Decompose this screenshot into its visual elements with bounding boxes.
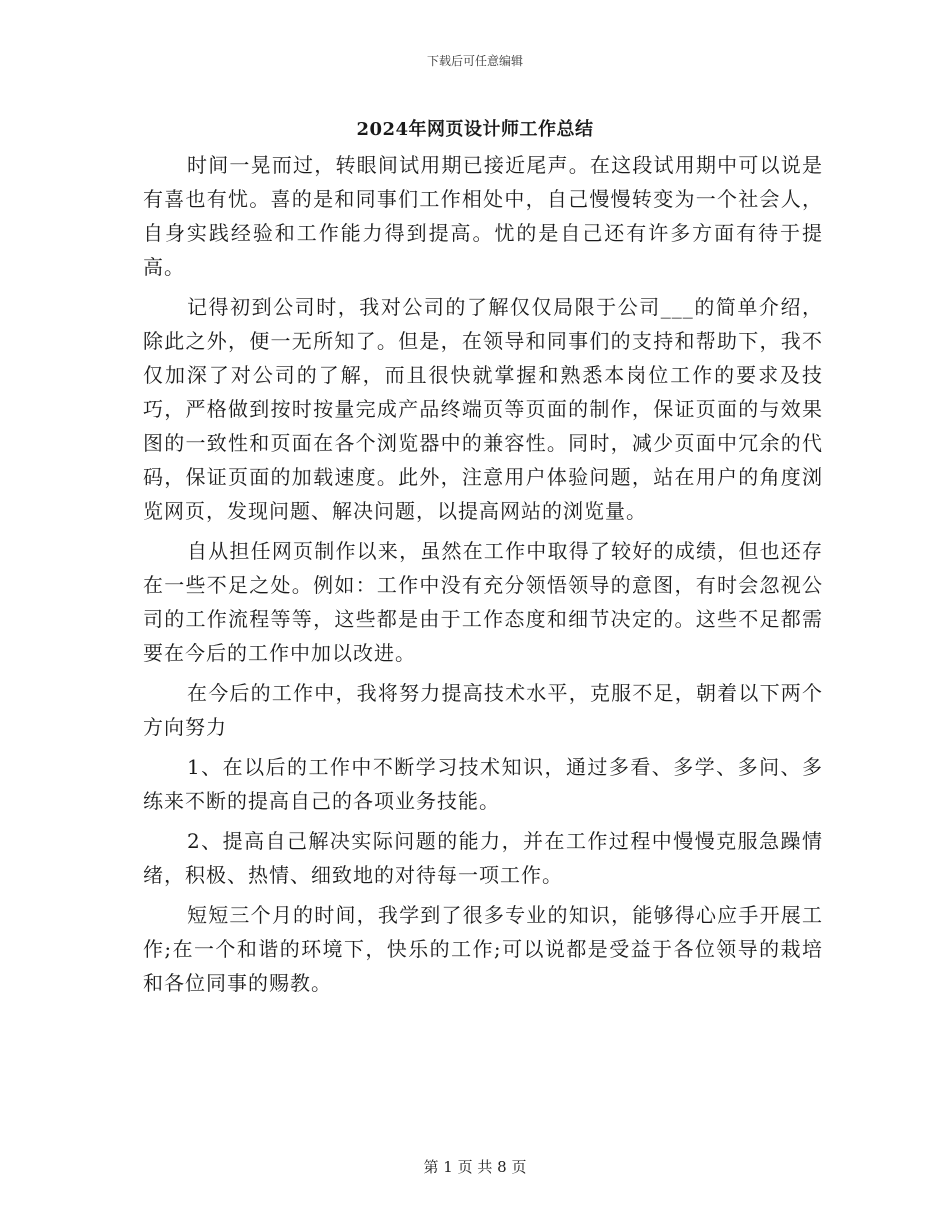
page-number-footer: 第 1 页 共 8 页 <box>423 1158 527 1176</box>
document-title: 2024年网页设计师工作总结 <box>356 119 594 140</box>
paragraph: 短短三个月的时间，我学到了很多专业的知识，能够得心应手开展工作;在一个和谐的环境下，快乐的工作;可以说都是受益于各位领导的栽培和各位同事的赐教。 <box>143 903 823 995</box>
paragraph: 记得初到公司时，我对公司的了解仅仅局限于公司___的简单介绍，除此之外，便一无所知了。但是，在领导和同事们的支持和帮助下，我不仅加深了对公司的了解，而且很快就掌握和熟悉本岗位工作的要求及技巧，严格做到按时按量完成产品终端页等页面的制作，保证页面的与效果图的一致性和页面在各个浏览器中的兼容性。同时，减少页面中冗余的代码，保证页面的加载速度。此外，注意用户体验问题，站在用户的角度浏览网页，发现问题、解决问题，以提高网站的浏览量。 <box>143 295 823 523</box>
document-body <box>143 148 823 1006</box>
paragraph: 自从担任网页制作以来，虽然在工作中取得了较好的成绩，但也还存在一些不足之处。例如：工作中没有充分领悟领导的意图，有时会忽视公司的工作流程等等，这些都是由于工作态度和细节决定的。这些不足都需要在今后的工作中加以改进。 <box>143 539 823 665</box>
paragraph: 时间一晃而过，转眼间试用期已接近尾声。在这段试用期中可以说是有喜也有忧。喜的是和同事们工作相处中，自己慢慢转变为一个社会人，自身实践经验和工作能力得到提高。忧的是自己还有许多方面有待于提高。 <box>143 153 823 279</box>
header-note: 下载后可任意编辑 <box>426 54 523 68</box>
paragraph: 1、在以后的工作中不断学习技术知识，通过多看、多学、多问、多练来不断的提高自己的各项业务技能。 <box>143 755 823 813</box>
paragraph: 2、提高自己解决实际问题的能力，并在工作过程中慢慢克服急躁情绪，积极、热情、细致地的对待每一项工作。 <box>143 829 823 887</box>
paragraph: 在今后的工作中，我将努力提高技术水平，克服不足，朝着以下两个方向努力 <box>143 681 823 739</box>
